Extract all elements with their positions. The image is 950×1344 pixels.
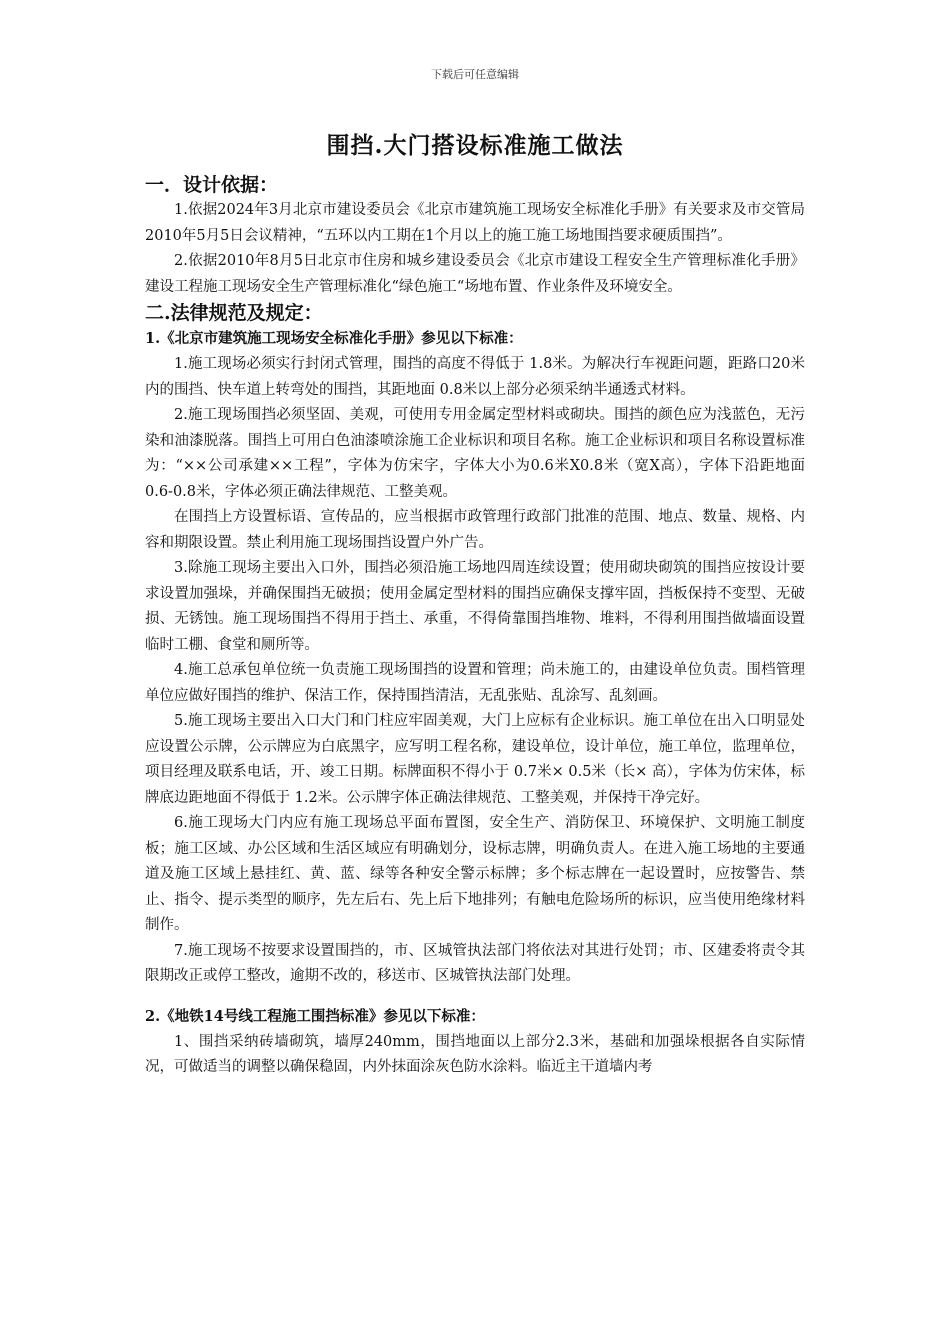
subsection-2-paragraph: 1、围挡采纳砖墙砌筑，墙厚240mm，围挡地面以上部分2.3米，基础和加强垛根据各自实际情况，可做适当的调整以确保稳固，内外抹面涂灰色防水涂料。临近主干道墙内考 xyxy=(145,1033,805,1075)
subsection-1-heading: 1.《北京市建筑施工现场安全标准化手册》参见以下标准： xyxy=(145,330,523,347)
subsection-1-paragraph: 1.施工现场必须实行封闭式管理，围挡的高度不得低于 1.8米。为解决行车视距问题，距路口20米内的围挡、快车道上转弯处的围挡，其距地面 0.8米以上部分必须采纳半通透式材料。 xyxy=(145,356,805,398)
subsection-1-paragraph: 3.除施工现场主要出入口外，围挡必须沿施工场地四周连续设置；使用砌块砌筑的围挡应按设计要求设置加强垛，并确保围挡无破损；使用金属定型材料的围挡应确保支撑牢固，挡板保持不变型、无破损、无锈蚀。施工现场围挡不得用于挡土、承重，不得倚靠围挡堆物、堆料，不得利用围挡做墙面设置临时工棚、食堂和厕所等。 xyxy=(145,560,805,653)
subsection-1-paragraph: 6.施工现场大门内应有施工现场总平面布置图，安全生产、消防保卫、环境保护、文明施工制度板；施工区域、办公区域和生活区域应有明确划分，设标志牌，明确负责人。在进入施工场地的主要通道及施工区域上悬挂红、黄、蓝、绿等各种安全警示标牌；多个标志牌在一起设置时，应按警告、禁止、指令、提示类型的顺序，先左后右、先上后下地排列；有触电危险场所的标识，应当使用绝缘材料制作。 xyxy=(145,815,805,933)
subsection-1-paragraph: 4.施工总承包单位统一负责施工现场围挡的设置和管理；尚未施工的，由建设单位负责。围档管理单位应做好围挡的维护、保洁工作，保持围挡清洁，无乱张贴、乱涂写、乱刻画。 xyxy=(145,662,805,704)
subsection-1-paragraph: 在围挡上方设置标语、宣传品的，应当根据市政管理行政部门批准的范围、地点、数量、规格、内容和期限设置。禁止利用施工现场围挡设置户外广告。 xyxy=(145,509,805,551)
section-2-heading: 二.法律规范及规定： xyxy=(145,302,323,324)
section-1-paragraph: 2.依据2010年8月5日北京市住房和城乡建设委员会《北京市建设工程安全生产管理标准化手册》建设工程施工现场安全生产管理标准化“绿色施工“场地布置、作业条件及环境安全。 xyxy=(145,253,805,295)
section-1-heading: 一．设计依据： xyxy=(145,174,279,196)
document-body xyxy=(145,128,805,1081)
section-1-paragraph: 1.依据2024年3月北京市建设委员会《北京市建筑施工现场安全标准化手册》有关要求及市交管局2010年5月5日会议精神，“五环以内工期在1个月以上的施工施工场地围挡要求硬质围挡”。 xyxy=(145,202,805,244)
subsection-2-heading: 2.《地铁14号线工程施工围挡标准》参见以下标准： xyxy=(145,1007,485,1025)
document-title: 围挡.大门搭设标准施工做法 xyxy=(326,132,624,159)
page-header: 下载后可任意编辑 xyxy=(431,68,519,81)
subsection-1-paragraph: 5.施工现场主要出入口大门和门柱应牢固美观，大门上应标有企业标识。施工单位在出入口明显处应设置公示牌，公示牌应为白底黑字，应写明工程名称，建设单位，设计单位，施工单位，监理单位，项目经理及联系电话，开、竣工日期。标牌面积不得小于 0.7米× 0.5米（长× 高），字体为仿宋体，标牌底边距地面不得低于 1.2米。公示牌字体正确法律规范、工整美观，并保持干净完好。 xyxy=(145,713,805,806)
spacer xyxy=(145,990,805,1004)
subsection-1-paragraph: 2.施工现场围挡必须坚固、美观，可使用专用金属定型材料或砌块。围挡的颜色应为浅蓝色，无污染和油漆脱落。围挡上可用白色油漆喷涂施工企业标识和项目名称。施工企业标识和项目名称设置标准为：“××公司承建××工程”，字体为仿宋字，字体大小为0.6米X0.8米（宽X高），字体下沿距地面 0.6-0.8米，字体必须正确法律规范、工整美观。 xyxy=(145,407,805,500)
subsection-1-paragraph: 7.施工现场不按要求设置围挡的，市、区城管执法部门将依法对其进行处罚；市、区建委将责令其限期改正或停工整改，逾期不改的，移送市、区城管执法部门处理。 xyxy=(145,942,805,984)
